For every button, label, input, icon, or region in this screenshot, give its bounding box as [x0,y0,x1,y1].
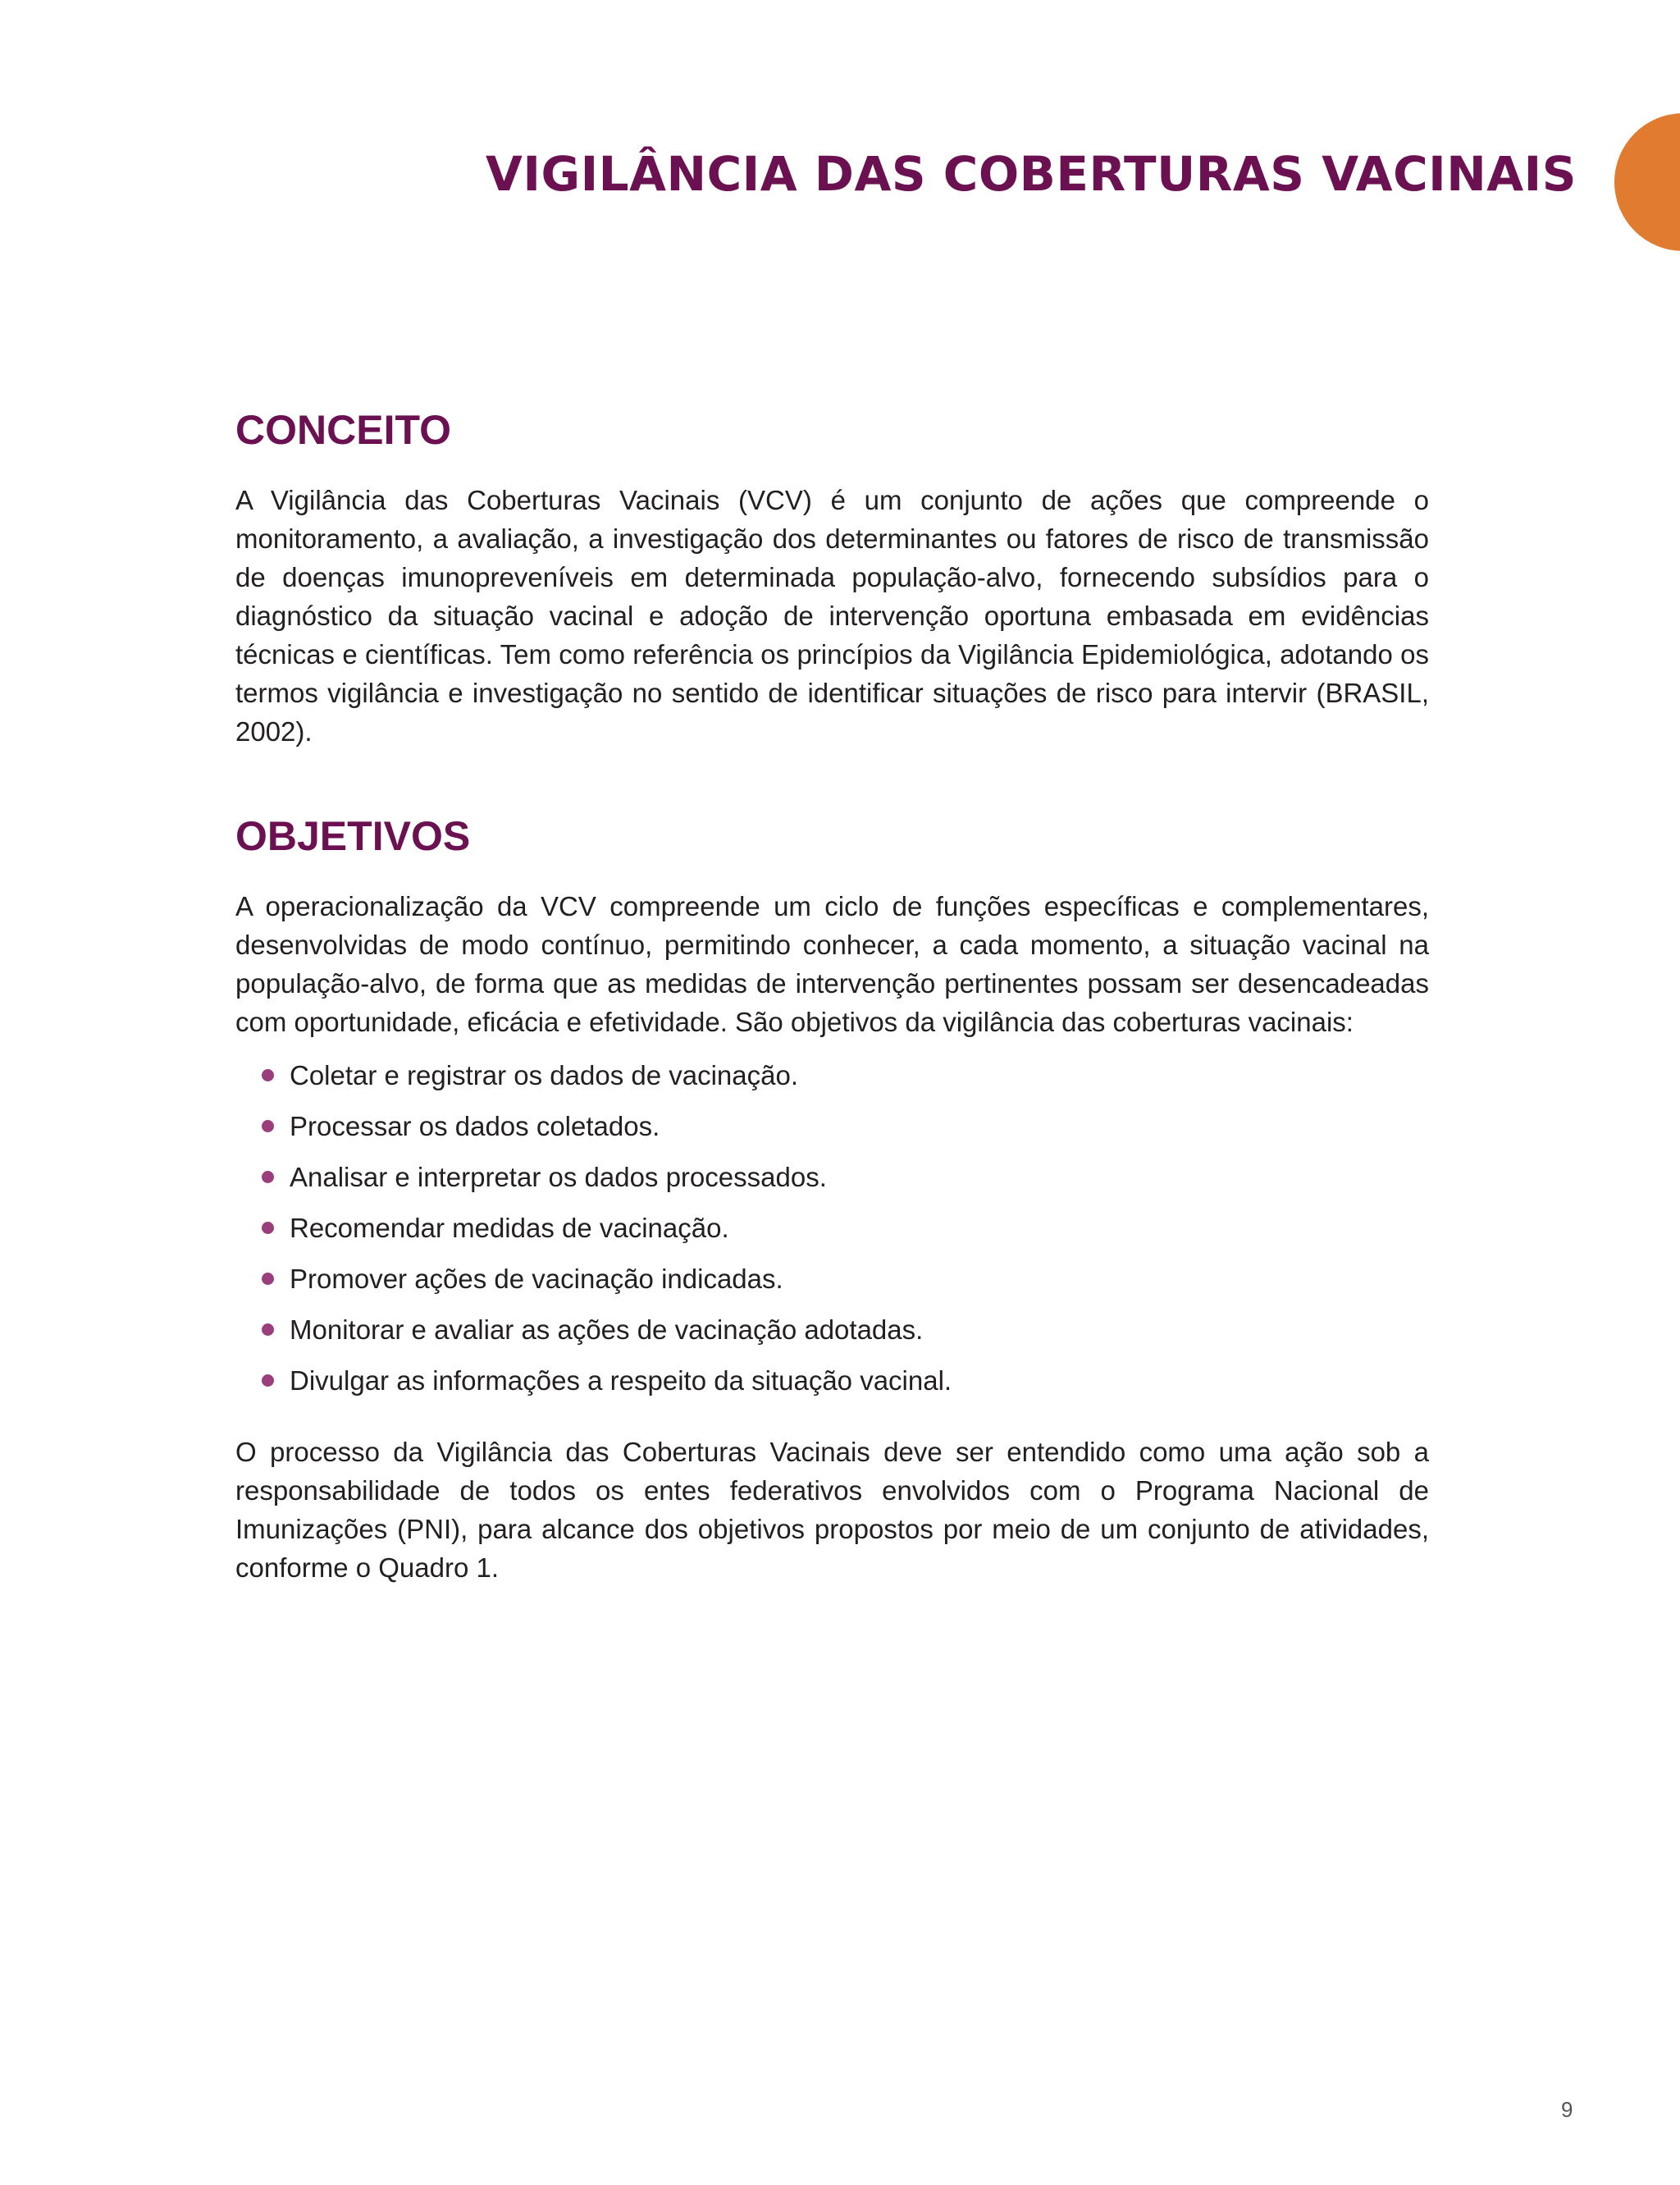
list-item-text: Processar os dados coletados. [290,1111,660,1141]
list-item [290,1259,1429,1298]
main-content [235,402,1429,1587]
page-number: 9 [1561,2097,1573,2122]
bullet-icon [262,1222,274,1234]
bullet-icon [262,1273,274,1285]
list-item-text: Coletar e registrar os dados de vacinação. [290,1060,799,1090]
bullet-icon [262,1171,274,1183]
bullet-icon [262,1069,274,1081]
page-title: VIGILÂNCIA DAS COBERTURAS VACINAIS [486,146,1577,202]
closing-paragraph: O processo da Vigilância das Coberturas Vacinais deve ser entendido como uma ação sob a responsabilidade de todos os entes federativos envolvidos com o Programa Nacional de Imunizações (PNI), para alcance dos objetivos propostos por meio de um conjunto de atividades, conforme o Quadro 1. [235,1437,1429,1583]
list-item [290,1361,1429,1400]
objetivos-paragraph: A operacionalização da VCV compreende um ciclo de funções específicas e complementares, desenvolvidas de modo contínuo, permitindo conhecer, a cada momento, a situação vacinal na população-alvo, de forma que as medidas de intervenção pertinentes possam ser desencadeadas com oportunidade, eficácia e efetividade. São objetivos da vigilância das coberturas vacinais: [235,891,1429,1037]
conceito-heading: CONCEITO [235,407,451,453]
list-item [290,1209,1429,1247]
list-item [290,1158,1429,1196]
objetivos-heading: OBJETIVOS [235,813,471,859]
list-item-text: Analisar e interpretar os dados processados. [290,1162,827,1192]
bullet-icon [262,1323,274,1336]
conceito-paragraph: A Vigilância das Coberturas Vacinais (VCV) é um conjunto de ações que compreende o monitoramento, a avaliação, a investigação dos determinantes ou fatores de risco de transmissão de doenças imunopreveníveis em determinada população-alvo, fornecendo subsídios para o diagnóstico da situação vacinal e adoção de intervenção oportuna embasada em evidências técnicas e científicas. Tem como referência os princípios da Vigilância Epidemiológica, adotando os termos vigilância e investigação no sentido de identificar situações de risco para intervir (BRASIL, 2002). [235,485,1429,747]
list-item-text: Recomendar medidas de vacinação. [290,1213,729,1243]
list-item-text: Divulgar as informações a respeito da situação vacinal. [290,1365,952,1396]
list-item-text: Monitorar e avaliar as ações de vacinação adotadas. [290,1314,924,1345]
section-tab-marker [1614,113,1680,251]
list-item [290,1310,1429,1349]
list-item [290,1107,1429,1145]
list-item [290,1056,1429,1095]
bullet-icon [262,1374,274,1387]
bullet-icon [262,1120,274,1132]
list-item-text: Promover ações de vacinação indicadas. [290,1264,783,1294]
objetivos-list [235,1056,1429,1400]
